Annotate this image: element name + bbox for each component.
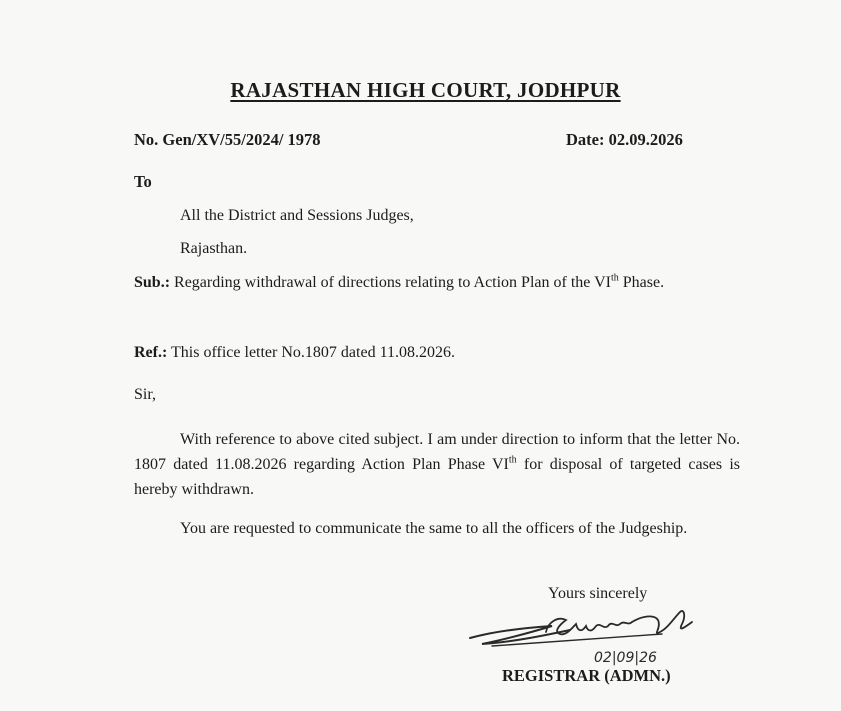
reference-label: Ref.: xyxy=(134,344,168,361)
letter-title: RAJASTHAN HIGH COURT, JODHPUR xyxy=(230,78,621,102)
addressee-line-1: All the District and Sessions Judges, xyxy=(180,207,414,224)
reference-number: No. Gen/XV/55/2024/ 1978 xyxy=(134,130,321,149)
addressee-line-2: Rajasthan. xyxy=(180,240,248,257)
subject-superscript: th xyxy=(610,272,619,284)
body-paragraph-2 xyxy=(134,516,740,541)
subject-label: Sub.: xyxy=(134,274,171,291)
body-paragraph-1-superscript: th xyxy=(508,454,517,466)
body-paragraph-2-text: You are requested to communicate the same to all the officers of the Judgeship. xyxy=(180,520,688,537)
subject-line xyxy=(134,274,664,292)
reference-text: This office letter No.1807 dated 11.08.2026. xyxy=(171,344,455,361)
registrar-designation: REGISTRAR (ADMN.) xyxy=(502,666,671,685)
body-paragraph-1-text: With reference to above cited subject. I am under direction to inform that the letter No. 1807 dated 11.08.2026 regarding Action Plan Phase VI xyxy=(134,431,740,473)
closing-yours-sincerely: Yours sincerely xyxy=(548,585,648,602)
signature-date: 02|09|26 xyxy=(594,650,657,666)
body-paragraph-1-text-end: for disposal of targeted cases is hereby withdrawn. xyxy=(134,456,741,498)
to-label: To xyxy=(134,172,152,191)
subject-text-end: Phase. xyxy=(618,274,665,291)
reference-line xyxy=(134,344,455,362)
salutation: Sir, xyxy=(134,386,157,403)
body-paragraph-1 xyxy=(134,427,740,502)
letter-date: Date: 02.09.2026 xyxy=(566,130,683,149)
subject-text: Regarding withdrawal of directions relating to Action Plan of the VI xyxy=(174,274,611,291)
handwritten-signature xyxy=(462,602,712,672)
